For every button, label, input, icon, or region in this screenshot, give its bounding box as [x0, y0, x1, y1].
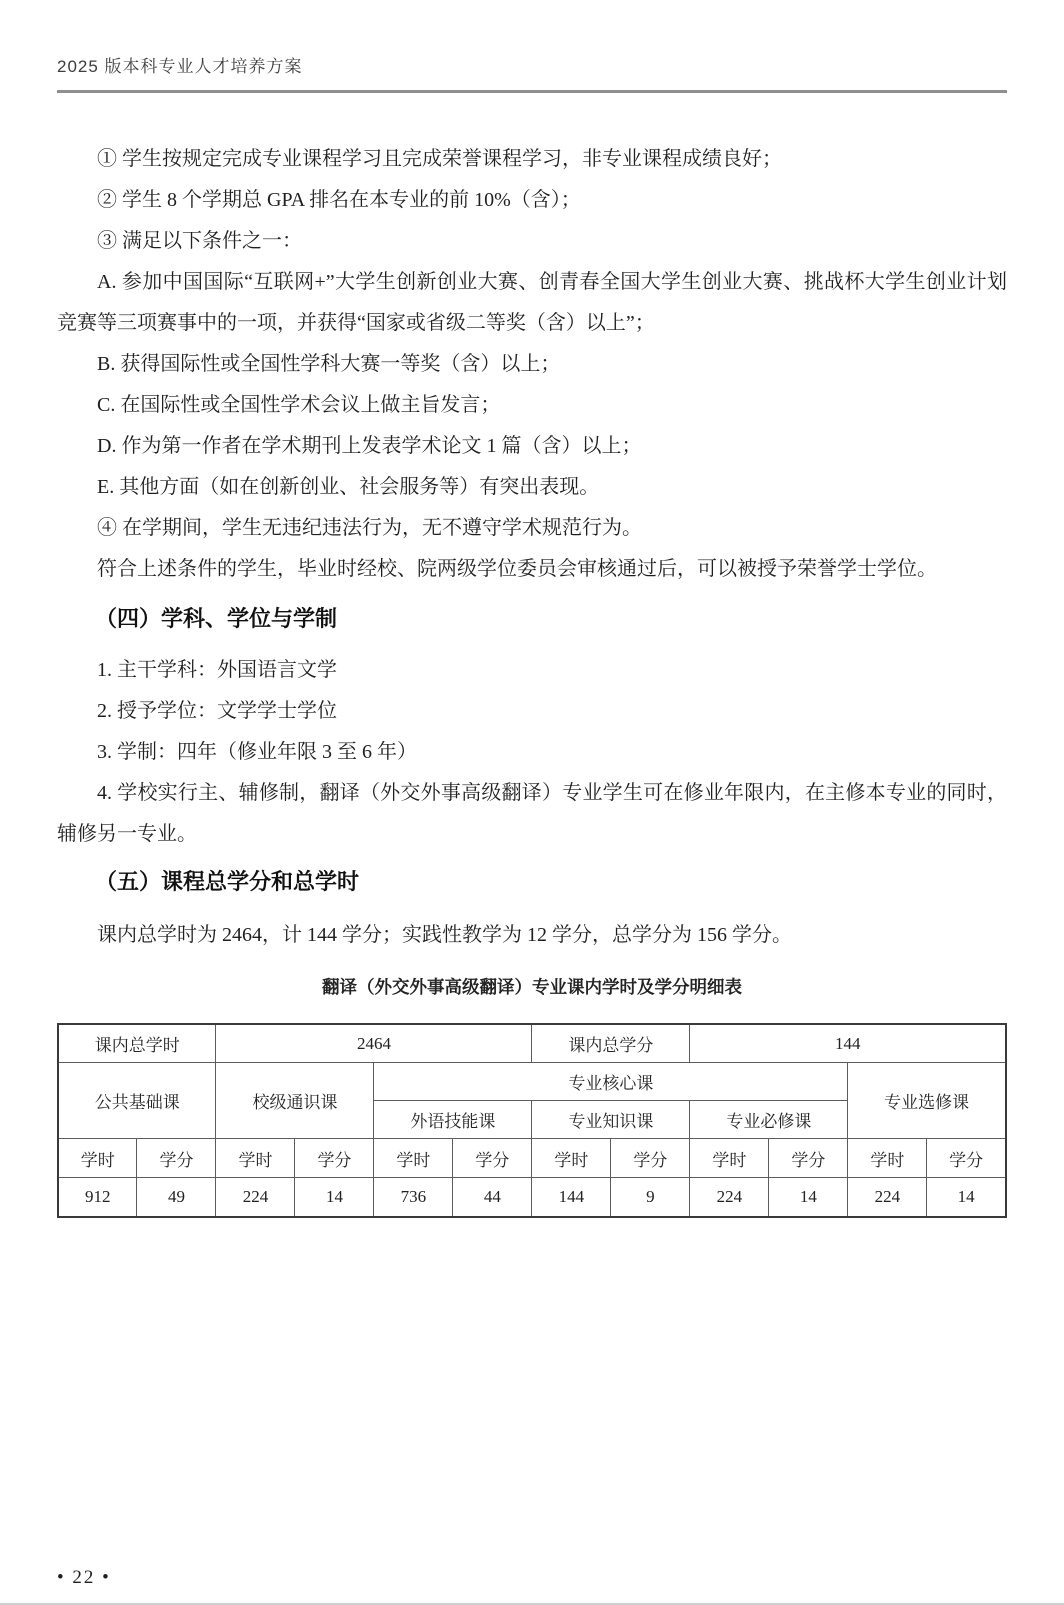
subcategory-major-knowledge-cell: 专业知识课: [532, 1101, 690, 1139]
unit-hours-cell: 学时: [532, 1139, 611, 1178]
value-cell: 912: [58, 1178, 137, 1218]
condition-item-3: ③ 满足以下条件之一：: [97, 230, 302, 252]
condition-item-3a: A. 参加中国国际“互联网+”大学生创新创业大赛、创青春全国大学生创业大赛、挑战杯大学生创业计划竞赛等三项赛事中的一项，并获得“国家或省级二等奖（含）以上”；: [57, 271, 1007, 334]
honors-conditions-list: [57, 139, 1007, 590]
section-heading-credits: （五）课程总学分和总学时: [95, 869, 360, 894]
condition-item-4: ④ 在学期间，学生无违纪违法行为，无不遵守学术规范行为。: [97, 517, 642, 539]
unit-credits-cell: 学分: [295, 1139, 374, 1178]
condition-item-2: ② 学生 8 个学期总 GPA 排名在本专业的前 10%（含）；: [97, 189, 581, 211]
table-summary-row: [58, 1024, 1006, 1063]
category-major-core-cell: 专业核心课: [374, 1063, 848, 1101]
value-cell: 224: [848, 1178, 927, 1218]
value-cell: 44: [453, 1178, 532, 1218]
degree-item-4: 4. 学校实行主、辅修制，翻译（外交外事高级翻译）专业学生可在修业年限内，在主修本专业的同时，辅修另一专业。: [57, 782, 1007, 845]
total-hours-label-cell: 课内总学时: [58, 1024, 216, 1063]
unit-credits-cell: 学分: [453, 1139, 532, 1178]
table-category-row: [58, 1063, 1006, 1101]
category-school-general-cell: 校级通识课: [216, 1063, 374, 1139]
degree-item-1: 1. 主干学科：外国语言文学: [97, 659, 337, 681]
total-credits-label-cell: 课内总学分: [532, 1024, 690, 1063]
value-cell: 49: [137, 1178, 216, 1218]
value-cell: 224: [690, 1178, 769, 1218]
credits-summary-paragraph: 课内总学时为 2464，计 144 学分；实践性教学为 12 学分，总学分为 156 学分。: [97, 924, 792, 946]
unit-hours-cell: 学时: [58, 1139, 137, 1178]
table-values-row: [58, 1178, 1006, 1218]
subcategory-language-skills-cell: 外语技能课: [374, 1101, 532, 1139]
condition-item-3b: B. 获得国际性或全国性学科大赛一等奖（含）以上；: [97, 353, 561, 375]
credit-hours-table: [57, 1023, 1007, 1218]
unit-credits-cell: 学分: [927, 1139, 1006, 1178]
credit-table-title: 翻译（外交外事高级翻译）专业课内学时及学分明细表: [322, 977, 742, 997]
value-cell: 144: [532, 1178, 611, 1218]
total-hours-value-cell: 2464: [216, 1024, 532, 1063]
unit-hours-cell: 学时: [374, 1139, 453, 1178]
value-cell: 736: [374, 1178, 453, 1218]
unit-hours-cell: 学时: [848, 1139, 927, 1178]
unit-hours-cell: 学时: [216, 1139, 295, 1178]
page-number: • 22 •: [57, 1567, 111, 1588]
condition-item-3d: D. 作为第一作者在学术期刊上发表学术论文 1 篇（含）以上；: [97, 435, 642, 457]
conditions-closing-paragraph: 符合上述条件的学生，毕业时经校、院两级学位委员会审核通过后，可以被授予荣誉学士学位。: [97, 558, 937, 580]
value-cell: 14: [769, 1178, 848, 1218]
category-public-basic-cell: 公共基础课: [58, 1063, 216, 1139]
category-major-elective-cell: 专业选修课: [848, 1063, 1006, 1139]
value-cell: 14: [927, 1178, 1006, 1218]
section-heading-degree: （四）学科、学位与学制: [95, 606, 338, 631]
condition-item-1: ① 学生按规定完成专业课程学习且完成荣誉课程学习，非专业课程成绩良好；: [97, 148, 782, 170]
unit-credits-cell: 学分: [137, 1139, 216, 1178]
value-cell: 9: [611, 1178, 690, 1218]
unit-credits-cell: 学分: [769, 1139, 848, 1178]
value-cell: 14: [295, 1178, 374, 1218]
page-header-title: 2025 版本科专业人才培养方案: [57, 57, 303, 76]
condition-item-3c: C. 在国际性或全国性学术会议上做主旨发言；: [97, 394, 501, 416]
unit-credits-cell: 学分: [611, 1139, 690, 1178]
condition-item-3e: E. 其他方面（如在创新创业、社会服务等）有突出表现。: [97, 476, 600, 498]
subcategory-major-required-cell: 专业必修课: [690, 1101, 848, 1139]
total-credits-value-cell: 144: [690, 1024, 1006, 1063]
degree-item-2: 2. 授予学位：文学学士学位: [97, 700, 337, 722]
unit-hours-cell: 学时: [690, 1139, 769, 1178]
header-divider: [57, 90, 1007, 93]
value-cell: 224: [216, 1178, 295, 1218]
table-units-row: [58, 1139, 1006, 1178]
degree-items-list: [57, 650, 1007, 855]
degree-item-3: 3. 学制：四年（修业年限 3 至 6 年）: [97, 741, 417, 763]
